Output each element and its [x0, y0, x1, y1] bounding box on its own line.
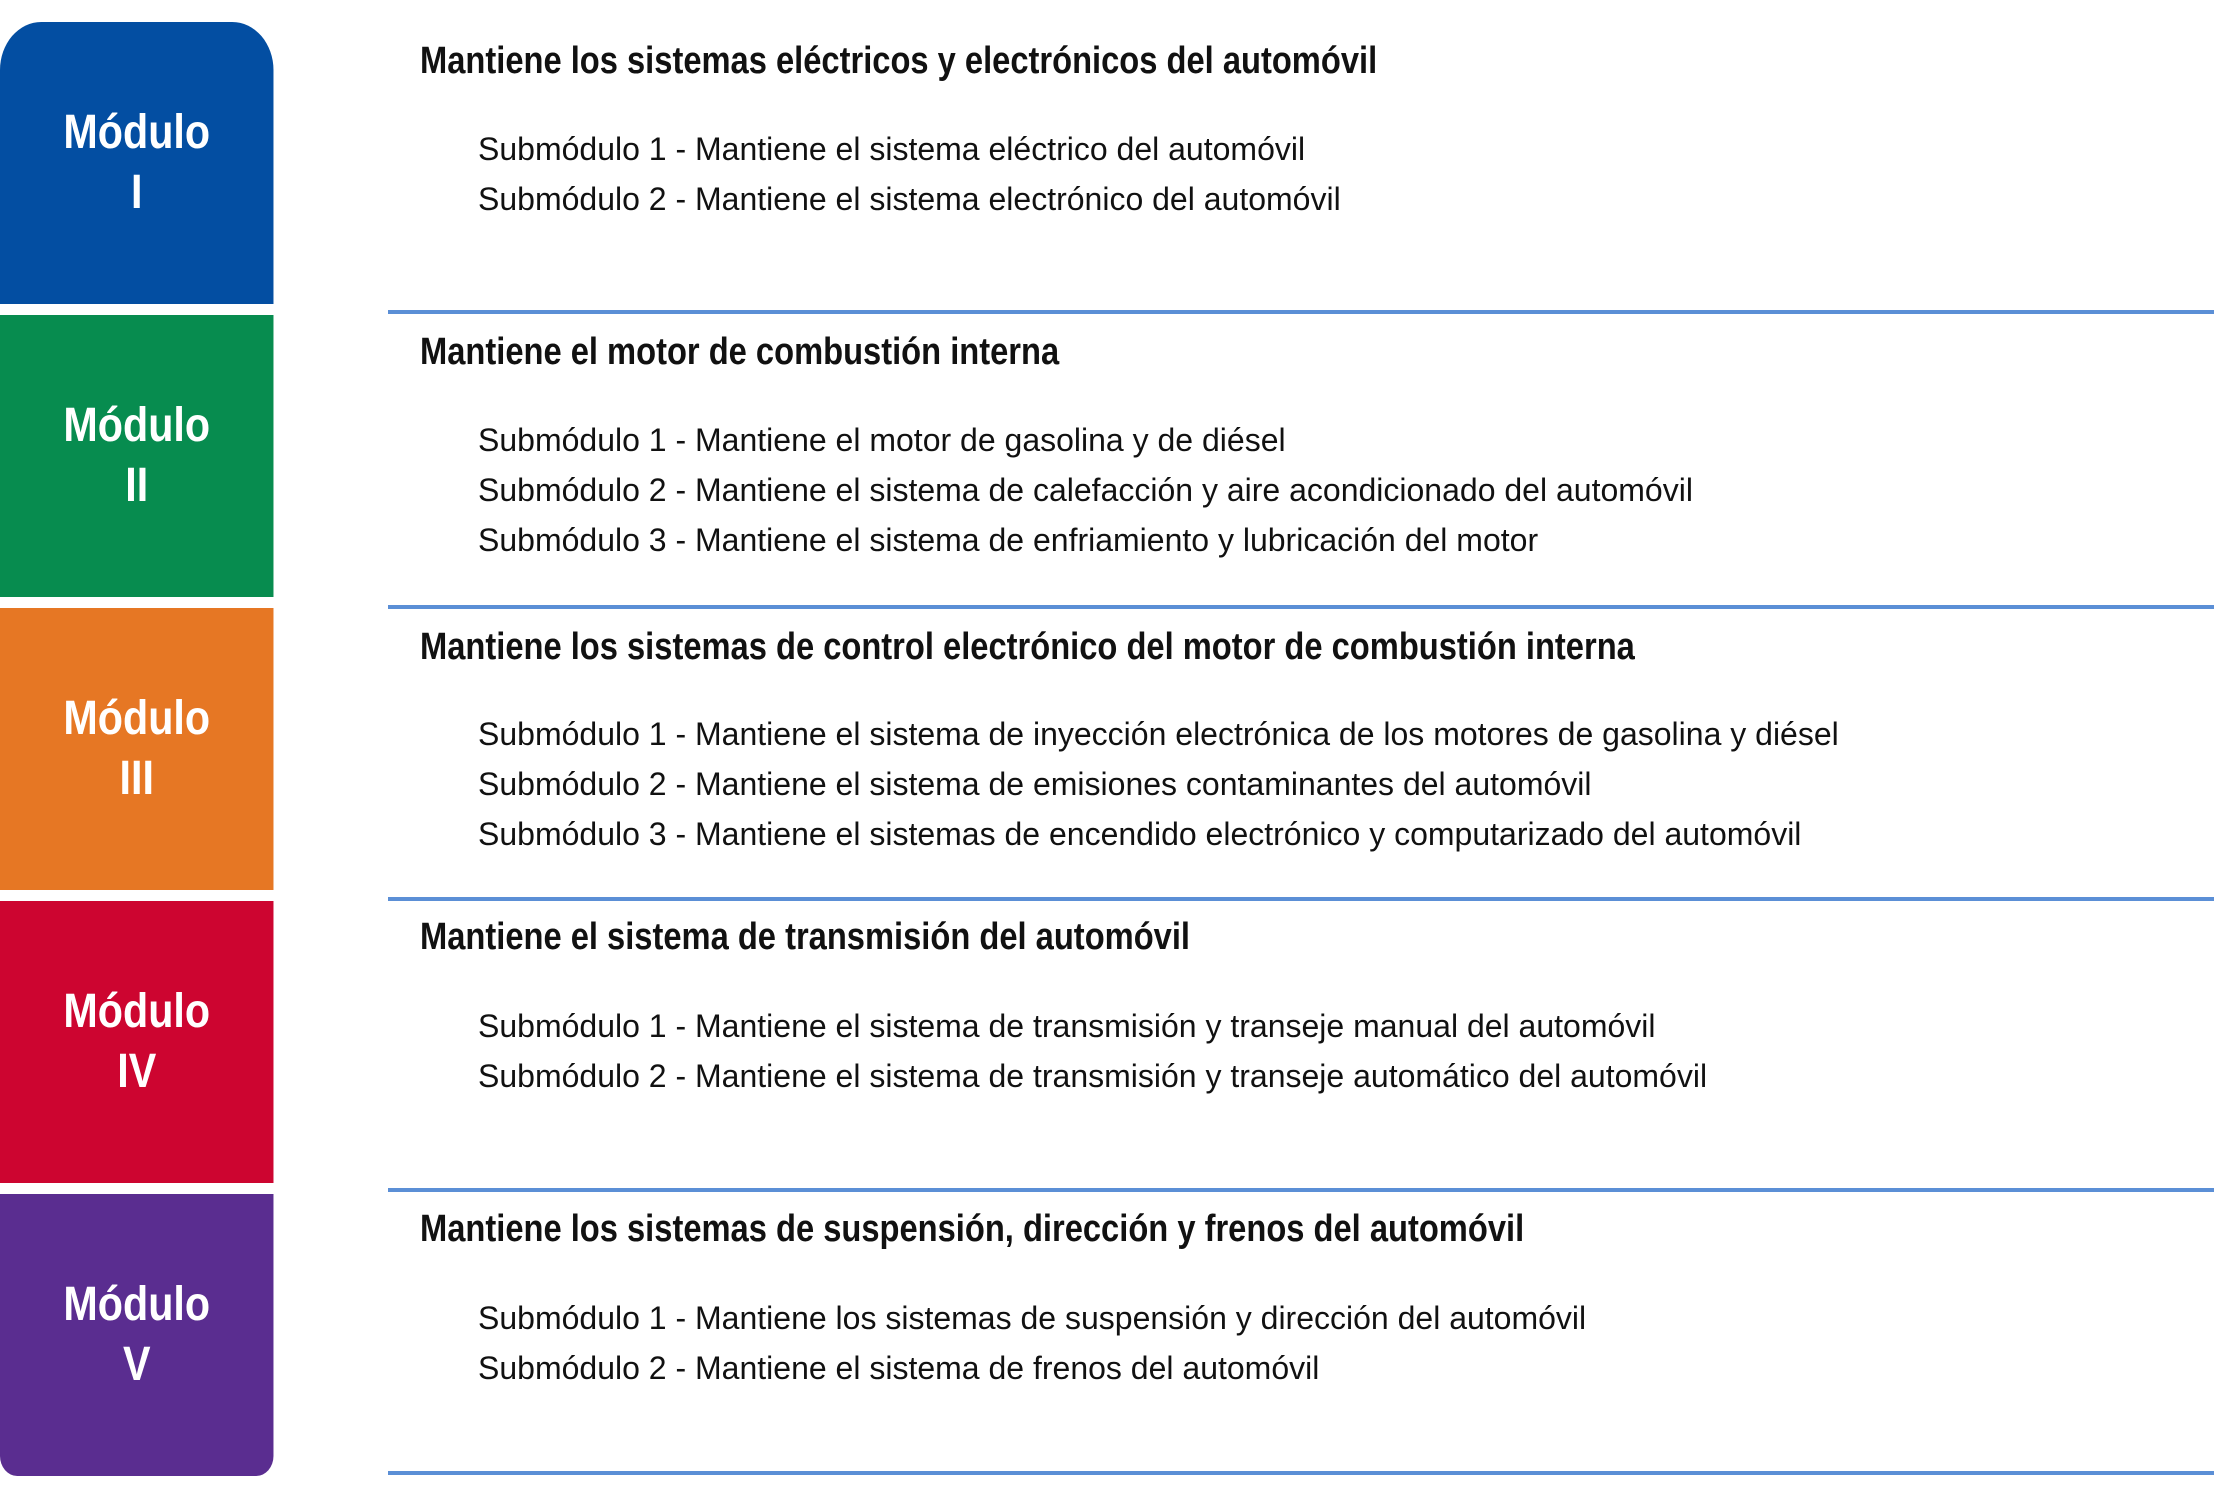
module-label: Módulo: [63, 106, 211, 159]
section-divider: [388, 605, 2214, 609]
module-label: Módulo: [63, 985, 211, 1038]
module-1-title: Mantiene los sistemas eléctricos y electrónicos del automóvil: [420, 40, 1378, 82]
submodule-item: Submódulo 2 - Mantiene el sistema electrónico del automóvil: [478, 181, 1341, 217]
section-divider: [388, 1471, 2214, 1475]
section-divider: [388, 310, 2214, 314]
submodule-item: Submódulo 2 - Mantiene el sistema de emisiones contaminantes del automóvil: [478, 766, 1592, 802]
module-numeral: V: [122, 1338, 151, 1391]
submodule-item: Submódulo 1 - Mantiene los sistemas de suspensión y dirección del automóvil: [478, 1300, 1587, 1336]
section-divider: [388, 897, 2214, 901]
module-5-title: Mantiene los sistemas de suspensión, dirección y frenos del automóvil: [420, 1208, 1525, 1250]
module-2-submodule-list: [478, 415, 1693, 565]
submodule-item: Submódulo 2 - Mantiene el sistema de frenos del automóvil: [478, 1350, 1320, 1386]
module-2-title: Mantiene el motor de combustión interna: [420, 331, 1060, 373]
submodule-item: Submódulo 2 - Mantiene el sistema de transmisión y transeje automático del automóvil: [478, 1058, 1708, 1094]
module-4-submodule-list: [478, 1001, 1707, 1101]
module-tab-2: [0, 315, 273, 597]
module-tab-1: [0, 22, 273, 304]
module-3-title: Mantiene los sistemas de control electrónico del motor de combustión interna: [420, 626, 1635, 668]
module-numeral: IV: [117, 1045, 157, 1098]
module-4-title: Mantiene el sistema de transmisión del automóvil: [420, 916, 1191, 958]
submodule-item: Submódulo 2 - Mantiene el sistema de calefacción y aire acondicionado del automóvil: [478, 472, 1693, 508]
submodule-item: Submódulo 1 - Mantiene el sistema de inyección electrónica de los motores de gasolina y diésel: [478, 716, 1839, 752]
section-divider: [388, 1188, 2214, 1192]
submodule-item: Submódulo 1 - Mantiene el motor de gasolina y de diésel: [478, 422, 1286, 458]
module-label: Módulo: [63, 1278, 211, 1331]
module-numeral: I: [131, 166, 143, 219]
submodule-item: Submódulo 3 - Mantiene el sistemas de encendido electrónico y computarizado del automóvil: [478, 816, 1802, 852]
module-5-submodule-list: [478, 1293, 1586, 1393]
submodule-item: Submódulo 1 - Mantiene el sistema eléctrico del automóvil: [478, 131, 1306, 167]
module-numeral: II: [125, 459, 149, 512]
module-tab-4: [0, 901, 273, 1183]
module-label: Módulo: [63, 399, 211, 452]
module-1-submodule-list: [478, 124, 1341, 224]
submodule-item: Submódulo 3 - Mantiene el sistema de enfriamiento y lubricación del motor: [478, 522, 1539, 558]
module-tab-3: [0, 608, 273, 890]
submodule-item: Submódulo 1 - Mantiene el sistema de transmisión y transeje manual del automóvil: [478, 1008, 1656, 1044]
module-numeral: III: [119, 752, 154, 805]
module-tab-5: [0, 1194, 273, 1476]
module-label: Módulo: [63, 692, 211, 745]
module-3-submodule-list: [478, 709, 1839, 859]
